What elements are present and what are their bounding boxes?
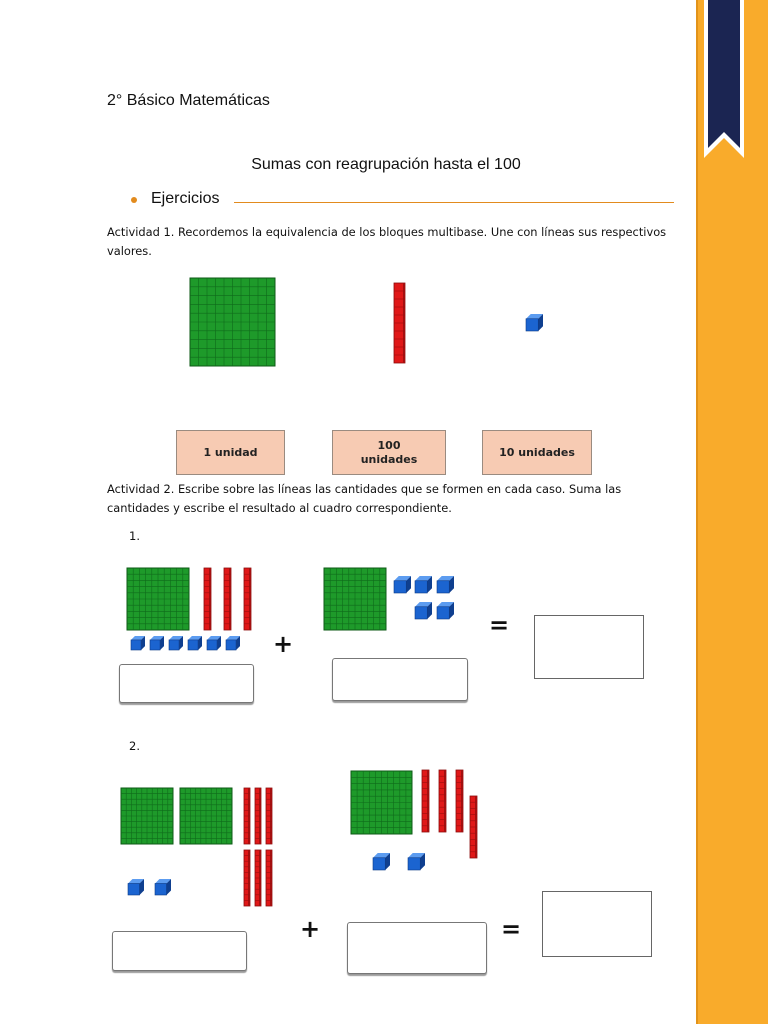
section-divider xyxy=(234,202,674,203)
hundred-block xyxy=(351,771,412,834)
unit-cube xyxy=(207,636,221,650)
hundred-block xyxy=(127,568,189,630)
label-hundred-units[interactable] xyxy=(332,430,446,475)
exercise-1-left-blocks xyxy=(118,560,278,660)
ten-rod xyxy=(393,282,407,364)
exercise-2-result-box[interactable] xyxy=(542,891,652,957)
ten-rod xyxy=(204,568,211,630)
ten-rod xyxy=(470,796,477,858)
title-text: Sumas con reagrupación hasta el 100 xyxy=(251,156,521,173)
ten-rod xyxy=(255,850,261,906)
unit-cube xyxy=(437,576,454,593)
exercise-1-result-box[interactable] xyxy=(534,615,644,679)
exercise-1-right-blocks xyxy=(320,560,470,640)
label-one-unit-text: 1 unidad xyxy=(203,445,258,459)
unit-cube xyxy=(525,313,545,333)
unit-cube xyxy=(408,853,425,870)
label-one-unit[interactable] xyxy=(176,430,285,475)
bookmark-ribbon xyxy=(704,0,744,160)
hundred-block xyxy=(190,278,275,366)
unit-cube xyxy=(226,636,240,650)
unit-cube xyxy=(415,602,432,619)
exercise-2-right-answer-field[interactable] xyxy=(347,922,487,974)
exercise-2-left-blocks xyxy=(118,785,288,910)
unit-cube xyxy=(394,576,411,593)
ten-rod xyxy=(394,283,405,363)
activity2-instructions: Actividad 2. Escribe sobre las líneas las cantidades que se formen en cada caso. Suma las cantidades y escribe el resultado al cuadro correspondiente. xyxy=(107,482,622,515)
section-heading: Ejercicios xyxy=(151,190,220,207)
unit-cube xyxy=(169,636,183,650)
unit-cube xyxy=(373,853,390,870)
label-ten-units[interactable] xyxy=(482,430,592,475)
unit-cube xyxy=(128,879,144,895)
unit-cube xyxy=(415,576,432,593)
ten-rod xyxy=(266,850,272,906)
bullet-dot xyxy=(131,197,137,203)
unit-cube xyxy=(131,636,145,650)
ten-rod xyxy=(439,770,446,832)
hundred-block xyxy=(324,568,386,630)
grade-heading: 2° Básico Matemáticas xyxy=(107,92,270,109)
unit-cube xyxy=(188,636,202,650)
ten-rod xyxy=(244,788,250,844)
activity1-instructions: Actividad 1. Recordemos la equivalencia de los bloques multibase. Une con líneas sus respectivos valores. xyxy=(107,225,667,258)
equals-sign-2: = xyxy=(501,915,522,943)
ten-rod xyxy=(255,788,261,844)
exercise-2-left-answer-field[interactable] xyxy=(112,931,247,971)
hundred-block xyxy=(189,277,277,367)
unit-cube xyxy=(437,602,454,619)
ten-rod xyxy=(422,770,429,832)
unit-cube xyxy=(526,314,543,331)
hundred-block xyxy=(180,788,232,844)
ten-rod xyxy=(244,568,251,630)
exercise-1-right-answer-field[interactable] xyxy=(332,658,468,701)
unit-cube xyxy=(155,879,171,895)
plus-sign-2: + xyxy=(300,915,321,943)
equals-sign-1: = xyxy=(489,611,510,639)
ten-rod xyxy=(244,850,250,906)
plus-sign-1: + xyxy=(273,630,294,658)
label-hundred-units-text: 100 unidades xyxy=(360,438,418,466)
hundred-block xyxy=(121,788,173,844)
exercise-2-number: 2. xyxy=(129,739,140,753)
label-ten-units-text: 10 unidades xyxy=(499,445,575,459)
ten-rod xyxy=(266,788,272,844)
ten-rod xyxy=(224,568,231,630)
exercise-1-left-answer-field[interactable] xyxy=(119,664,254,703)
exercise-2-right-blocks xyxy=(348,768,488,873)
ten-rod xyxy=(456,770,463,832)
page-title xyxy=(0,156,768,174)
exercise-1-number: 1. xyxy=(129,529,140,543)
unit-cube xyxy=(150,636,164,650)
